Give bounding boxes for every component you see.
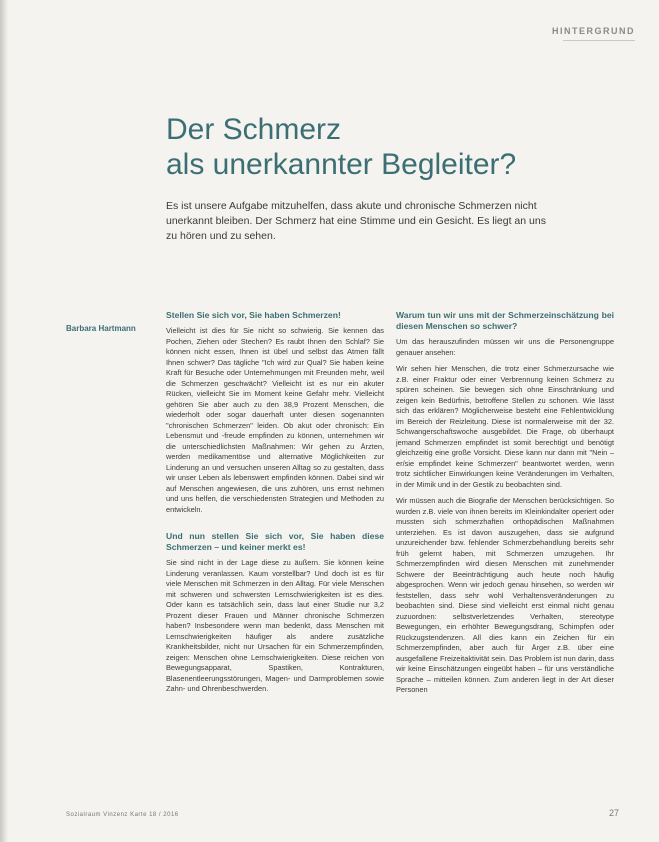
title-line-1: Der Schmerz	[166, 113, 342, 146]
subheading-imagine-pain: Stellen Sie sich vor, Sie haben Schmerzen!	[166, 310, 341, 320]
author-name: Barbara Hartmann	[66, 324, 136, 333]
paragraph: Wir müssen auch die Biografie der Menschen berücksichtigen. So wurden z.B. viele von ihnen bereits im Kleinkindalter operiert oder mussten sich schmerzhaften orthopädischen Maßnahmen unterziehen. Es ist davon auszugehen, dass sie aufgrund unzureichender bzw. fehlender Schmerzbehandlung bereits sehr früh gelernt haben, mit Schmerzen umzugehen. Ihr Schmerzempfinden wird diesen Menschen mit zunehmender Schwere der Beeinträchtigung auch heute noch häufig abgesprochen. Wenn wir jedoch genau hinsehen, so werden wir feststellen, dass sehr wohl Verhaltensveränderungen zu beobachten sind. Diese sind vielleicht erst einmal nicht genau zuzuordnen: selbstverletzendes Verhalten, stereotype Bewegungen, ein erhöhter Bewegungsdrang, Schimpfen oder Rückzugstendenzen. All dies kann ein Zeichen für ein Schmerzempfinden, aber auch für Ärger z.B. über eine ausgefallene Freizeitaktivität sein. Das Problem ist nun darin, dass wir keine Einschätzungen eingeübt haben – für uns verständliche Sprache – mitteilen können. Zum anderen liegt in der Art dieser Personen	[396, 496, 614, 694]
paragraph: Um das herauszufinden müssen wir uns die Personengruppe genauer ansehen:	[396, 337, 614, 357]
intro-lead: Es ist unsere Aufgabe mitzuhelfen, dass akute und chronische Schmerzen nicht unerkannt bleiben. Der Schmerz hat eine Stimme und ein Gesicht. Es liegt an uns zu hören und zu sehen.	[166, 200, 546, 242]
section-label: HINTERGRUND	[552, 26, 635, 36]
column-left	[166, 310, 384, 701]
title-line-2: als unerkannter Begleiter?	[166, 148, 517, 181]
footer-publication: Sozialraum Vinzenz Karte 18 / 2016	[66, 812, 179, 818]
paragraph: Sie sind nicht in der Lage diese zu äußern. Sie können keine Linderung veranlassen. Kaum vorstellbar? Und doch ist es für viele Menschen mit Schmerzen in den Alltag. Für viele Menschen mit schweren und schwersten Lernschwierigkeiten ist es dies. Oder kann es tatsächlich sein, dass laut einer Studie nur 3,2 Prozent dieser Frauen und Männer chronische Schmerzen haben? Insbesondere wenn man bedenkt, dass Menschen mit Lernschwierigkeiten häufiger als andere zusätzliche Krankheitsbilder, nicht nur Ursachen für ein Schmerzempfinden, zeigen: Menschen ohne Lernschwierigkeiten. Diese reichen von Bewegungsapparat, Spastiken, Kontrakturen, Blasenentleerungsstörungen, Magen- und Darmproblemen sowie Zahn- und Ohrenbeschwerden.	[166, 558, 384, 693]
subheading-nobody-notices: Und nun stellen Sie sich vor, Sie haben diese Schmerzen – und keiner merkt es!	[166, 531, 384, 552]
paragraph: Wir sehen hier Menschen, die trotz einer Schmerzursache wie z.B. einer Fraktur oder einer Verbrennung keinen Schmerz zu spüren scheinen. Sie bewegen sich ohne Einschränkung und zeigen kein Bedürfnis, betroffene Stellen zu schonen. Wie lässt sich das erklären? Möglicherweise besteht eine Fehlentwicklung im Bereich der Reizleitung. Diese ist normalerweise mit der 32. Schwangerschaftswoche ausgebildet. Die Frage, ob überhaupt jemand Schmerzen empfindet ist somit berechtigt und benötigt gleichzeitig eine große Vorsicht. Diese kann nur dann mit "Nein – er/sie empfindet keine Schmerzen" beantwortet werden, wenn trotz sichtlicher Einwirkungen keine Veränderungen im Verhalten, in der Mimik und in der Gestik zu beobachten sind.	[396, 364, 614, 489]
page-gutter-shadow	[0, 0, 8, 842]
spacer	[166, 521, 384, 531]
column-right	[396, 310, 614, 702]
page-number: 27	[608, 808, 619, 818]
paragraph: Vielleicht ist dies für Sie nicht so schwierig. Sie kennen das Pochen, Ziehen oder Stechen? Es raubt Ihnen den Schlaf? Sie können nicht essen, Ihnen ist übel und selbst das Atmen fällt Ihnen schwer? Das tägliche "Ich wird zur Qual? Sie haben keine Kraft für Besuche oder Unternehmungen mit Freunden mehr, weil die Schmerzen geschwächt? Vielleicht ist es nur ein akuter Rücken, vielleicht Sie im Moment keine Gefahr mehr. Vielleicht gehören Sie aber auch zu den 38,9 Prozent Menschen, die wiederholt oder sogar dauerhaft unter diesen sogenannten "chronischen Schmerzen" leiden. Ob akut oder chronisch: Ein Lebensmut und -freude empfinden zu können, unternehmen wir die unterschiedlichsten Maßnahmen: Wir gehen zu Ärzten, werden medikamentöse und alternative Möglichkeiten zur Linderung an und versuchen unseren Alltag so zu gestalten, dass wir unser Leben als lebenswert empfinden können. Dabei sind wir auf Menschen angewiesen, die uns zuhören, uns ernst nehmen und uns helfen, die verschiedensten Strategien und Methoden zu entwickeln.	[166, 326, 384, 514]
subheading-why-difficult: Warum tun wir uns mit der Schmerzeinschätzung bei diesen Menschen so schwer?	[396, 310, 614, 331]
section-rule	[563, 40, 635, 41]
article-title	[166, 112, 516, 182]
